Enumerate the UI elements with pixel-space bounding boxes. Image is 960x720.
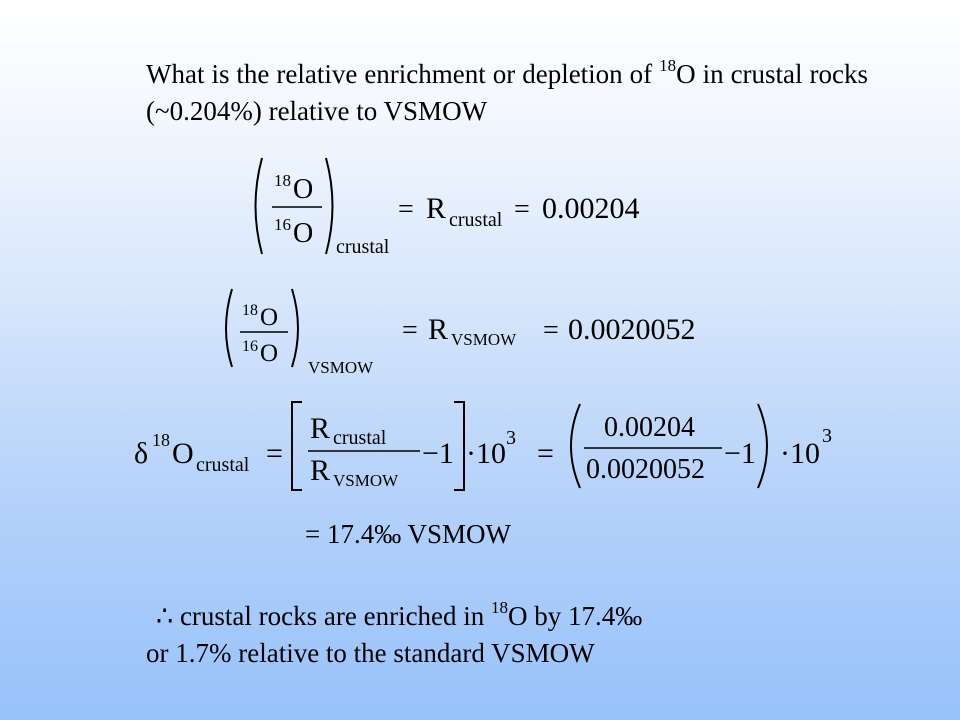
conclusion-text [146, 598, 642, 672]
equals-sign: = [402, 315, 418, 346]
minus-one-2: −1 [724, 437, 756, 470]
equals-sign: = [266, 437, 283, 470]
equation-delta [132, 396, 862, 505]
equation-vsmow-ratio-svg [216, 283, 716, 379]
num-r: R [310, 412, 331, 445]
exponent-2: 3 [822, 425, 832, 447]
ratio-subscript: VSMOW [308, 358, 374, 377]
ratio-value: 0.00204 [542, 192, 640, 225]
o-symbol: O [172, 437, 194, 470]
den-value: 0.0020052 [586, 454, 705, 485]
equals-sign: = [398, 194, 414, 225]
exponent: 3 [506, 427, 516, 449]
left-paren [571, 404, 580, 488]
delta-symbol: δ [134, 437, 149, 470]
den-r: R [310, 454, 331, 487]
left-paren [226, 289, 232, 367]
ratio-subscript: crustal [336, 236, 390, 258]
r-symbol: R [428, 313, 449, 346]
den-sup: 16 [274, 215, 291, 234]
equals-sign-2: = [537, 437, 554, 470]
num-r-sub: crustal [333, 427, 387, 449]
equation-vsmow-ratio [216, 283, 716, 384]
minus-one: −1 [422, 437, 454, 470]
conclusion-line-1 [146, 598, 642, 635]
right-bracket [454, 402, 464, 490]
r-subscript: crustal [449, 209, 503, 231]
question-text [146, 56, 868, 130]
den-r-sub: VSMOW [333, 471, 399, 490]
conclusion-superscript: 18 [491, 598, 509, 617]
equals-sign-2: = [543, 315, 559, 346]
ratio-value: 0.0020052 [568, 313, 696, 346]
num-base: O [260, 304, 279, 331]
multiply-dot-2: · [780, 437, 790, 470]
den-base: O [260, 340, 279, 367]
left-paren [256, 158, 263, 254]
right-paren [326, 158, 333, 254]
num-sup: 18 [242, 302, 258, 319]
o-subscript: crustal [196, 454, 250, 476]
ten: 10 [476, 437, 506, 470]
question-part1: What is the relative enrichment or depletion of [146, 59, 660, 89]
num-value: 0.00204 [604, 412, 695, 443]
ten-2: 10 [790, 437, 820, 470]
question-part2: O in crustal rocks (~0.204%) relative to VSMOW [146, 59, 869, 126]
equation-crustal-ratio-svg [246, 150, 666, 262]
right-paren [292, 289, 298, 367]
right-paren [758, 404, 767, 488]
delta-sup: 18 [152, 430, 170, 450]
equation-delta-svg [132, 396, 862, 500]
multiply-dot: · [466, 437, 476, 470]
r-symbol: R [426, 192, 447, 225]
conclusion-part-a: crustal rocks are enriched in [173, 601, 492, 631]
conclusion-part-b: O by 17.4‰ [508, 601, 643, 631]
equals-sign-2: = [514, 194, 530, 225]
left-bracket [292, 402, 302, 490]
den-base: O [293, 218, 314, 249]
r-subscript: VSMOW [451, 330, 517, 349]
conclusion-line-2: or 1.7% relative to the standard VSMOW [146, 638, 595, 668]
num-sup: 18 [274, 171, 291, 190]
question-superscript: 18 [659, 56, 677, 75]
result-text: = 17.4‰ VSMOW [305, 519, 511, 549]
therefore-symbol: ∴ [156, 601, 174, 631]
num-base: O [293, 174, 314, 205]
den-sup: 16 [242, 338, 258, 355]
equation-crustal-ratio [246, 150, 666, 267]
